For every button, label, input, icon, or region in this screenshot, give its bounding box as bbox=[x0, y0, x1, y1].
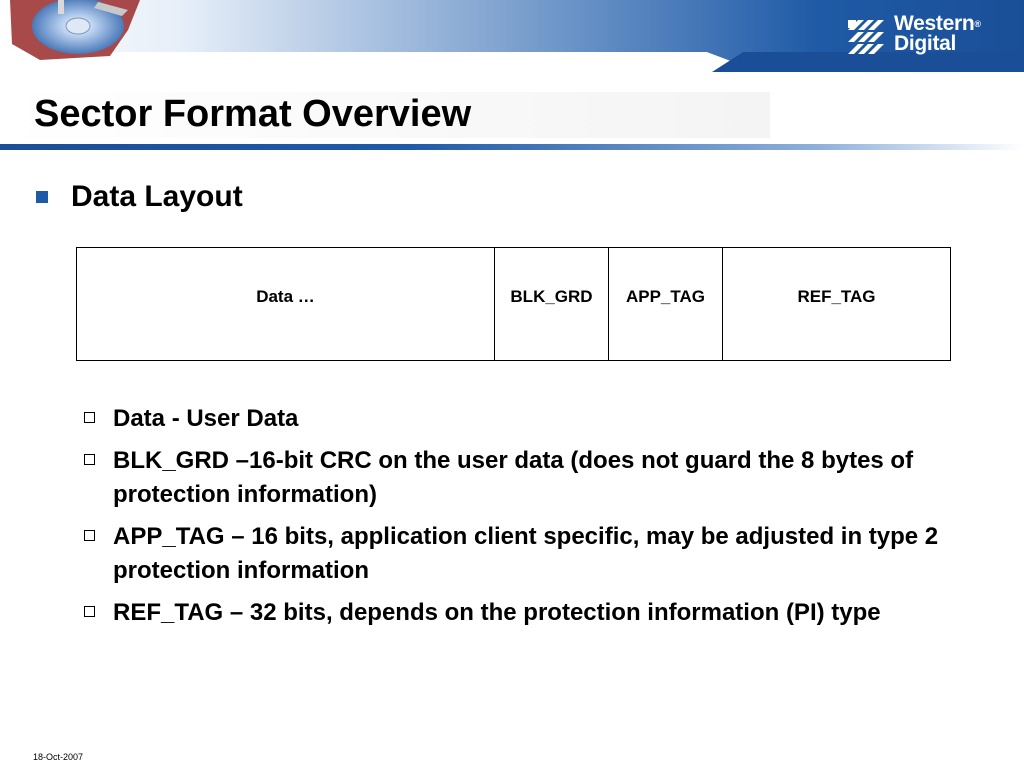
western-digital-logo bbox=[848, 14, 998, 62]
cell-data: Data … bbox=[77, 248, 495, 361]
hard-disk-icon bbox=[0, 0, 150, 72]
list-item-text: REF_TAG – 32 bits, depends on the protection information (PI) type bbox=[113, 599, 881, 626]
logo-wordmark bbox=[894, 14, 981, 54]
logo-line-1: Western bbox=[894, 12, 975, 35]
list-item-text: APP_TAG – 16 bits, application client specific, may be adjusted in type 2 protection information bbox=[113, 523, 939, 584]
list-item bbox=[84, 520, 974, 588]
list-item bbox=[84, 596, 974, 630]
hollow-square-bullet-icon bbox=[84, 530, 95, 541]
square-bullet-icon bbox=[36, 191, 48, 203]
title-divider bbox=[0, 144, 1024, 150]
western-digital-logo-mark bbox=[848, 18, 886, 56]
hollow-square-bullet-icon bbox=[84, 606, 95, 617]
list-item-text: Data - User Data bbox=[113, 405, 299, 432]
page-title: Sector Format Overview bbox=[34, 93, 472, 135]
logo-line-2: Digital bbox=[894, 32, 957, 55]
cell-app-tag: APP_TAG bbox=[609, 248, 723, 361]
hollow-square-bullet-icon bbox=[84, 412, 95, 423]
table-row bbox=[77, 248, 951, 361]
main-bullet bbox=[36, 180, 243, 214]
registered-mark: ® bbox=[974, 19, 981, 29]
list-item-text: BLK_GRD –16-bit CRC on the user data (does not guard the 8 bytes of protection information) bbox=[113, 447, 914, 508]
cell-ref-tag: REF_TAG bbox=[723, 248, 951, 361]
hollow-square-bullet-icon bbox=[84, 454, 95, 465]
list-item bbox=[84, 444, 974, 512]
cell-blk-grd: BLK_GRD bbox=[495, 248, 609, 361]
footer-date: 18-Oct-2007 bbox=[33, 752, 84, 762]
list-item bbox=[84, 402, 974, 436]
sector-layout-table bbox=[76, 247, 951, 361]
field-description-list bbox=[84, 402, 974, 638]
main-bullet-text: Data Layout bbox=[71, 180, 243, 213]
